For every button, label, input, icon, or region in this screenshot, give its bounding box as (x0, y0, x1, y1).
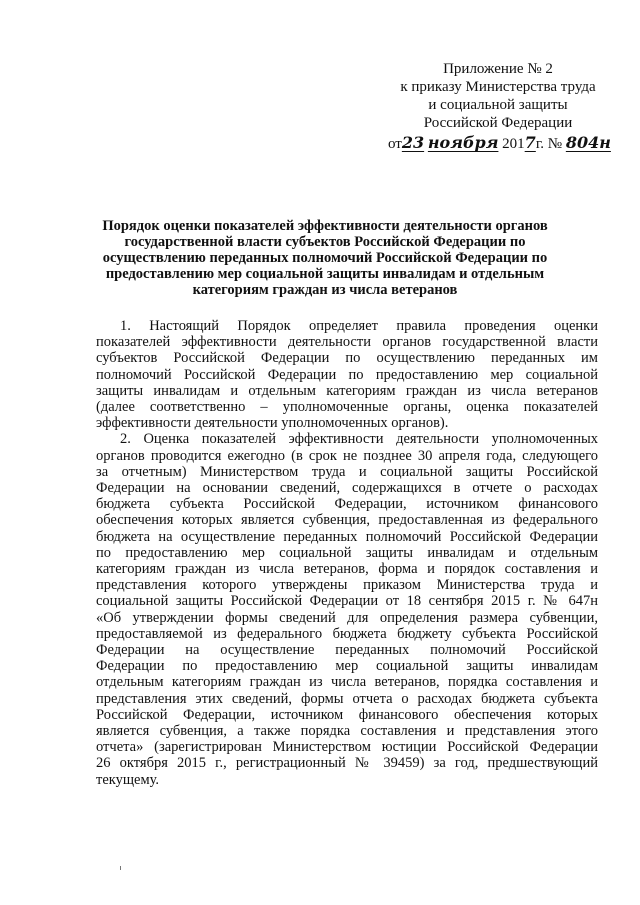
date-prefix: от (388, 136, 402, 152)
paragraph-line: показателей эффективности деятельности органов государственной власти (96, 334, 598, 351)
paragraph-1 (96, 318, 598, 431)
paragraph-line: (далее соответственно – уполномоченные органы, оценка показателей (96, 399, 598, 416)
handwritten-month: ноября (427, 133, 499, 152)
title-line: предоставлению мер социальной защиты инвалидам и отдельным (105, 266, 545, 282)
scan-speck (120, 866, 121, 870)
paragraph-line: субъектов Российской Федерации по осуществлению переданных им (96, 350, 598, 367)
paragraph-line: социальной защиты Российской Федерации от 18 сентября 2015 г. № 647н (96, 593, 598, 610)
document-body (96, 318, 598, 788)
appendix-header (388, 60, 611, 153)
paragraph-line: представления которого утверждены приказом Министерства труда и (96, 577, 598, 594)
title-line: категориям граждан из числа ветеранов (192, 282, 458, 298)
appendix-ministry-line: и социальной защиты (428, 97, 568, 113)
date-mid: г. № (535, 136, 563, 152)
paragraph-line: по предоставлению мер социальной защиты инвалидам и отдельным (96, 544, 598, 561)
title-line: государственной власти субъектов Российской Федерации по (124, 234, 526, 250)
paragraph-line: органов проводится ежегодно (в срок не позднее 30 апреля года, следующего (96, 447, 598, 464)
paragraph-line: отчета» (зарегистрирован Министерством юстиции Российской Федерации (96, 739, 598, 756)
title-line: осуществлению переданных полномочий Российской Федерации по (102, 250, 548, 266)
paragraph-line: защиты инвалидам и отдельным категориям граждан из числа ветеранов (96, 382, 598, 399)
paragraph-line: 26 октября 2015 г., регистрационный № 39459) за год, предшествующий (96, 755, 598, 772)
handwritten-day: 23 (401, 133, 425, 152)
document-title (90, 218, 560, 298)
paragraph-line: является субвенция, а также порядка составления и представления этого (96, 723, 598, 740)
paragraph-line: предоставляемой из федерального бюджета бюджету субъекта Российской (96, 625, 598, 642)
handwritten-year-digit: 7 (524, 133, 536, 152)
title-line: Порядок оценки показателей эффективности деятельности органов (102, 218, 548, 234)
paragraph-2 (96, 431, 598, 787)
paragraph-line: Федерации на основании сведений, содержащихся в отчете о расходах (96, 480, 598, 497)
paragraph-line: Российской Федерации, источником финансового обеспечения которых (96, 706, 598, 723)
paragraph-line: бюджета на осуществление переданных полномочий Российской Федерации (96, 528, 598, 545)
appendix-date-line (388, 133, 611, 153)
paragraph-line: отдельным категориям граждан из числа ветеранов, порядка составления и (96, 674, 598, 691)
paragraph-line: текущему. (96, 771, 160, 788)
paragraph-line: полномочий Российской Федерации по предоставлению мер социальной (96, 366, 598, 383)
paragraph-line: Федерации на осуществление переданных полномочий Российской (96, 642, 598, 659)
handwritten-order-number: 804н (565, 133, 611, 152)
appendix-order-ref: к приказу Министерства труда (400, 79, 596, 95)
paragraph-line: 2. Оценка показателей эффективности деятельности уполномоченных (120, 431, 598, 448)
date-year-prefix: 201 (502, 136, 525, 152)
paragraph-line: категориям граждан из числа ветеранов, форма и порядок составления и (96, 561, 598, 578)
paragraph-line: бюджета субъекта Российской Федерации, источником финансового (96, 496, 598, 513)
appendix-number: Приложение № 2 (443, 61, 553, 77)
paragraph-line: 1. Настоящий Порядок определяет правила проведения оценки (120, 318, 598, 334)
paragraph-line: Федерации по предоставлению мер социальной защиты инвалидам (96, 658, 598, 675)
appendix-country-line: Российской Федерации (423, 115, 573, 131)
paragraph-line: представления этих сведений, формы отчета о расходах бюджета субъекта (96, 690, 598, 707)
paragraph-line: обеспечения которых является субвенция, предоставленная из федерального (96, 512, 598, 529)
paragraph-line: «Об утверждении формы сведений для определения размера субвенции, (96, 609, 598, 626)
paragraph-line: за отчетным) Министерством труда и социальной защиты Российской (96, 463, 598, 480)
paragraph-line: эффективности деятельности уполномоченных органов). (96, 415, 449, 432)
